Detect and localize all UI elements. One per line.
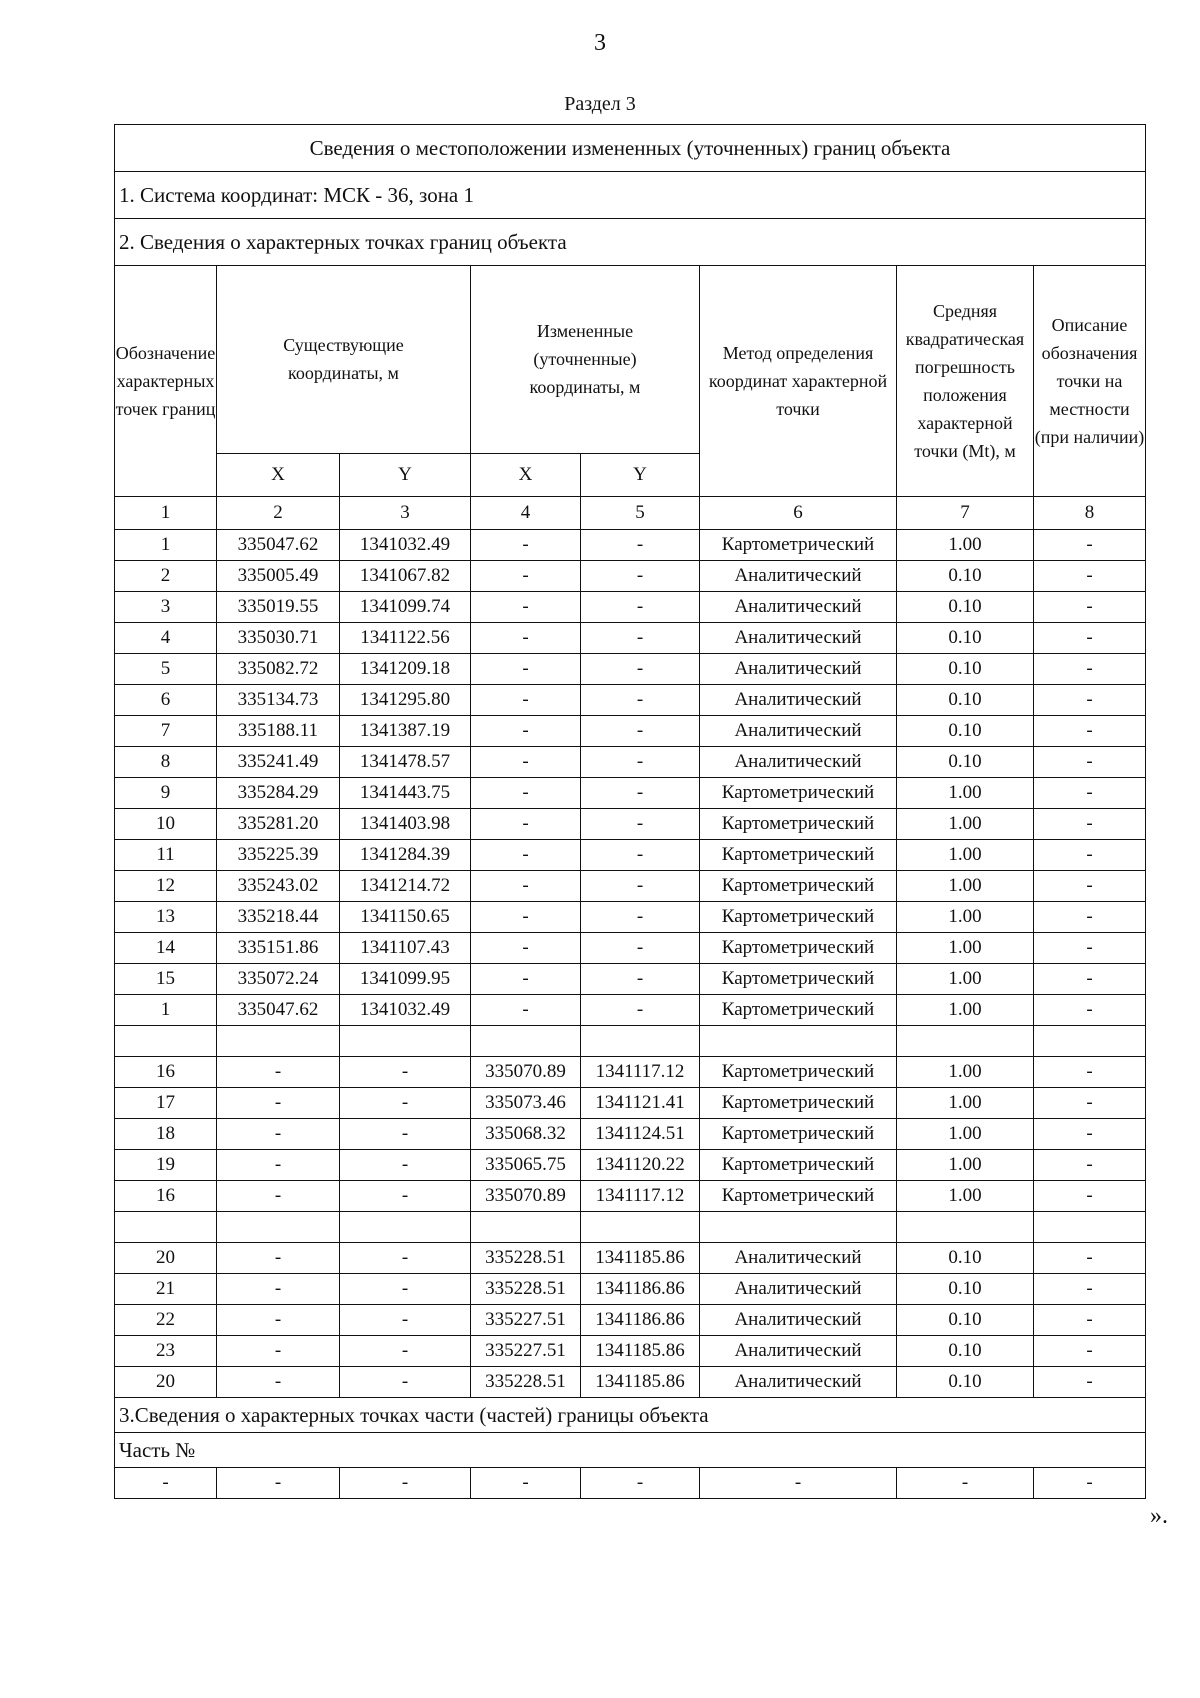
table-cell: 1341186.86 <box>581 1305 700 1336</box>
table-cell: - <box>217 1336 340 1367</box>
table-cell: 1341284.39 <box>340 840 471 871</box>
table-cell: - <box>581 871 700 902</box>
table-cell <box>217 1026 340 1057</box>
table-cell: - <box>1034 1057 1146 1088</box>
table-cell: - <box>1034 840 1146 871</box>
table-cell: 335241.49 <box>217 747 340 778</box>
table-row <box>115 1367 1146 1398</box>
table-cell: - <box>340 1088 471 1119</box>
table-cell: 1.00 <box>897 1088 1034 1119</box>
table-cell: Картометрический <box>700 871 897 902</box>
table-cell: 1341032.49 <box>340 995 471 1026</box>
table-cell: 335228.51 <box>471 1367 581 1398</box>
table-cell: - <box>1034 995 1146 1026</box>
table-cell: 1341032.49 <box>340 530 471 561</box>
table-row <box>115 995 1146 1026</box>
table-cell: 335030.71 <box>217 623 340 654</box>
table-row <box>115 561 1146 592</box>
table-cell: 14 <box>115 933 217 964</box>
table-cell: 1341121.41 <box>581 1088 700 1119</box>
table-cell: 335005.49 <box>217 561 340 592</box>
table-cell: - <box>471 530 581 561</box>
table-cell: - <box>471 654 581 685</box>
table-cell: - <box>581 747 700 778</box>
table-cell: 18 <box>115 1119 217 1150</box>
table-cell: 1341067.82 <box>340 561 471 592</box>
table-cell <box>581 1026 700 1057</box>
table-cell: - <box>1034 1305 1146 1336</box>
table-cell: 4 <box>115 623 217 654</box>
table-row <box>115 747 1146 778</box>
table-cell: 335019.55 <box>217 592 340 623</box>
table-cell: Картометрический <box>700 933 897 964</box>
table-cell: 335070.89 <box>471 1181 581 1212</box>
table-cell: - <box>217 1181 340 1212</box>
table-cell: 335281.20 <box>217 809 340 840</box>
table-cell: 1341122.56 <box>340 623 471 654</box>
table-cell: - <box>1034 809 1146 840</box>
parts-row <box>115 1468 1146 1499</box>
table-row <box>115 1119 1146 1150</box>
table-cell: - <box>1034 933 1146 964</box>
table-cell: - <box>1034 1336 1146 1367</box>
closing-mark: ». <box>1150 1503 1168 1529</box>
table-cell: 1.00 <box>897 933 1034 964</box>
table-cell: - <box>1034 747 1146 778</box>
table-cell: - <box>340 1367 471 1398</box>
table-cell: - <box>471 995 581 1026</box>
table-cell: 1341120.22 <box>581 1150 700 1181</box>
table-cell: - <box>581 995 700 1026</box>
table-cell: 3 <box>115 592 217 623</box>
table-cell: 1341099.74 <box>340 592 471 623</box>
coordinate-system: 1. Система координат: МСК - 36, зона 1 <box>115 172 1146 219</box>
table-cell: 1.00 <box>897 964 1034 995</box>
table-cell: - <box>471 902 581 933</box>
table-cell: 0.10 <box>897 561 1034 592</box>
table-row <box>115 1212 1146 1243</box>
points-heading: 2. Сведения о характерных точках границ объекта <box>115 219 1146 266</box>
table-cell: - <box>471 561 581 592</box>
header-changed: Измененные (уточненные) координаты, м <box>471 266 700 454</box>
table-cell: - <box>1034 530 1146 561</box>
table-cell: 13 <box>115 902 217 933</box>
table-cell: Картометрический <box>700 840 897 871</box>
table-cell: - <box>217 1150 340 1181</box>
table-cell: - <box>581 561 700 592</box>
table-row <box>115 654 1146 685</box>
table-row <box>115 809 1146 840</box>
table-cell: 16 <box>115 1057 217 1088</box>
table-cell: - <box>217 1088 340 1119</box>
table-cell: - <box>340 1181 471 1212</box>
parts-cell: - <box>897 1468 1034 1499</box>
column-number: 8 <box>1034 497 1146 530</box>
table-cell: 335134.73 <box>217 685 340 716</box>
table-cell: 1.00 <box>897 871 1034 902</box>
table-row <box>115 530 1146 561</box>
table-cell: 2 <box>115 561 217 592</box>
table-cell: - <box>471 840 581 871</box>
table-cell: 335047.62 <box>217 995 340 1026</box>
header-existing-x: X <box>217 453 340 496</box>
table-row <box>115 716 1146 747</box>
table-cell: - <box>471 747 581 778</box>
boundary-table <box>114 124 1146 1499</box>
table-cell: - <box>1034 623 1146 654</box>
table-cell: - <box>1034 685 1146 716</box>
column-number: 3 <box>340 497 471 530</box>
table-cell: 20 <box>115 1367 217 1398</box>
table-cell: - <box>581 685 700 716</box>
table-cell: - <box>1034 592 1146 623</box>
table-row <box>115 1150 1146 1181</box>
table-cell: 11 <box>115 840 217 871</box>
table-cell: Аналитический <box>700 747 897 778</box>
table-cell: Аналитический <box>700 716 897 747</box>
table-cell: - <box>340 1243 471 1274</box>
table-cell: 1341117.12 <box>581 1057 700 1088</box>
column-number: 1 <box>115 497 217 530</box>
table-cell: Картометрический <box>700 778 897 809</box>
table-cell: - <box>1034 654 1146 685</box>
column-number: 2 <box>217 497 340 530</box>
table-cell: 335227.51 <box>471 1336 581 1367</box>
table-cell: 1341185.86 <box>581 1367 700 1398</box>
table-row <box>115 1057 1146 1088</box>
table-cell: - <box>1034 964 1146 995</box>
parts-cell: - <box>581 1468 700 1499</box>
table-cell: 12 <box>115 871 217 902</box>
table-cell <box>1034 1212 1146 1243</box>
table-cell: Аналитический <box>700 561 897 592</box>
table-cell: - <box>1034 871 1146 902</box>
table-cell: 0.10 <box>897 685 1034 716</box>
table-cell: - <box>1034 716 1146 747</box>
table-cell: - <box>340 1336 471 1367</box>
table-row <box>115 778 1146 809</box>
table-cell: - <box>471 964 581 995</box>
table-cell: 1.00 <box>897 1057 1034 1088</box>
table-cell: - <box>340 1057 471 1088</box>
table-cell: - <box>340 1150 471 1181</box>
parts-cell: - <box>471 1468 581 1499</box>
table-cell: Аналитический <box>700 1367 897 1398</box>
table-cell: 0.10 <box>897 1243 1034 1274</box>
table-cell <box>1034 1026 1146 1057</box>
table-cell: - <box>581 933 700 964</box>
table-cell: 9 <box>115 778 217 809</box>
table-cell <box>340 1212 471 1243</box>
table-row <box>115 1088 1146 1119</box>
table-cell: 10 <box>115 809 217 840</box>
table-cell: 20 <box>115 1243 217 1274</box>
table-cell: - <box>1034 902 1146 933</box>
header-method: Метод определения координат характерной точки <box>700 266 897 497</box>
table-cell: 1341295.80 <box>340 685 471 716</box>
header-error: Средняя квадратическая погрешность положения характерной точки (Mt), м <box>897 266 1034 497</box>
table-cell: 1.00 <box>897 809 1034 840</box>
table-cell: Картометрический <box>700 1119 897 1150</box>
table-cell: 16 <box>115 1181 217 1212</box>
table-cell <box>471 1026 581 1057</box>
table-cell: Картометрический <box>700 995 897 1026</box>
table-cell: - <box>581 654 700 685</box>
table-cell: 1341403.98 <box>340 809 471 840</box>
table-cell: 1341117.12 <box>581 1181 700 1212</box>
table-cell: 335284.29 <box>217 778 340 809</box>
table-row <box>115 1026 1146 1057</box>
table-cell: 1.00 <box>897 1150 1034 1181</box>
table-cell: - <box>340 1119 471 1150</box>
table-cell: 17 <box>115 1088 217 1119</box>
table-cell: Аналитический <box>700 1274 897 1305</box>
table-cell <box>581 1212 700 1243</box>
table-row <box>115 1305 1146 1336</box>
table-cell <box>700 1026 897 1057</box>
table-cell: 1341124.51 <box>581 1119 700 1150</box>
table-cell: 1 <box>115 995 217 1026</box>
table-cell: - <box>1034 561 1146 592</box>
table-cell: - <box>581 840 700 871</box>
table-cell: Аналитический <box>700 592 897 623</box>
table-cell: - <box>471 809 581 840</box>
table-cell: - <box>1034 1088 1146 1119</box>
table-cell: 335228.51 <box>471 1243 581 1274</box>
table-cell: - <box>1034 1119 1146 1150</box>
table-cell: - <box>471 871 581 902</box>
table-cell: 21 <box>115 1274 217 1305</box>
table-cell <box>340 1026 471 1057</box>
table-cell: Аналитический <box>700 685 897 716</box>
table-cell: - <box>217 1367 340 1398</box>
table-cell: Аналитический <box>700 623 897 654</box>
table-cell: 1341099.95 <box>340 964 471 995</box>
parts-cell: - <box>1034 1468 1146 1499</box>
table-cell: 23 <box>115 1336 217 1367</box>
table-cell: 1341209.18 <box>340 654 471 685</box>
table-cell: 335072.24 <box>217 964 340 995</box>
parts-cell: - <box>115 1468 217 1499</box>
header-changed-y: Y <box>581 453 700 496</box>
column-number-row <box>115 497 1146 530</box>
table-cell <box>115 1026 217 1057</box>
table-cell: 0.10 <box>897 654 1034 685</box>
table-cell: - <box>217 1119 340 1150</box>
parts-heading: 3.Сведения о характерных точках части (частей) границы объекта <box>115 1398 1146 1433</box>
table-cell: - <box>1034 1367 1146 1398</box>
table-cell <box>897 1026 1034 1057</box>
table-row <box>115 1336 1146 1367</box>
table-cell: 1.00 <box>897 995 1034 1026</box>
table-cell: - <box>217 1274 340 1305</box>
table-cell: 335047.62 <box>217 530 340 561</box>
table-cell: - <box>581 623 700 654</box>
table-row <box>115 1274 1146 1305</box>
table-cell: - <box>217 1305 340 1336</box>
table-cell: 0.10 <box>897 1367 1034 1398</box>
table-row <box>115 840 1146 871</box>
table-cell: 15 <box>115 964 217 995</box>
table-cell: - <box>581 964 700 995</box>
table-cell: - <box>471 778 581 809</box>
table-row <box>115 685 1146 716</box>
table-title: Сведения о местоположении измененных (уточненных) границ объекта <box>115 125 1146 172</box>
table-row <box>115 902 1146 933</box>
table-cell: Картометрический <box>700 809 897 840</box>
table-cell: - <box>581 716 700 747</box>
header-existing-y: Y <box>340 453 471 496</box>
table-cell: 335225.39 <box>217 840 340 871</box>
table-row <box>115 1243 1146 1274</box>
table-cell: 335082.72 <box>217 654 340 685</box>
table-row <box>115 933 1146 964</box>
parts-cell: - <box>340 1468 471 1499</box>
table-cell: 0.10 <box>897 747 1034 778</box>
table-cell: - <box>217 1057 340 1088</box>
table-cell: 0.10 <box>897 716 1034 747</box>
table-cell: 22 <box>115 1305 217 1336</box>
table-cell: - <box>581 592 700 623</box>
table-cell: Картометрический <box>700 1181 897 1212</box>
table-cell: - <box>217 1243 340 1274</box>
table-cell: 1341185.86 <box>581 1243 700 1274</box>
part-number-label: Часть № <box>115 1433 1146 1468</box>
table-cell: 7 <box>115 716 217 747</box>
table-row <box>115 592 1146 623</box>
table-cell: 0.10 <box>897 1274 1034 1305</box>
table-cell: 335243.02 <box>217 871 340 902</box>
table-cell: 1341214.72 <box>340 871 471 902</box>
header-changed-x: X <box>471 453 581 496</box>
table-cell: 0.10 <box>897 1336 1034 1367</box>
page-number: 3 <box>594 30 606 56</box>
table-cell: 1341478.57 <box>340 747 471 778</box>
table-cell: 1341150.65 <box>340 902 471 933</box>
header-existing: Существующие координаты, м <box>217 266 471 454</box>
table-cell: - <box>1034 1243 1146 1274</box>
parts-cell: - <box>700 1468 897 1499</box>
table-cell: 1341107.43 <box>340 933 471 964</box>
table-cell <box>217 1212 340 1243</box>
table-cell: - <box>471 716 581 747</box>
table-cell: Аналитический <box>700 1336 897 1367</box>
table-cell: 1341185.86 <box>581 1336 700 1367</box>
table-cell: 19 <box>115 1150 217 1181</box>
table-cell: 1.00 <box>897 840 1034 871</box>
table-cell <box>897 1212 1034 1243</box>
table-row <box>115 964 1146 995</box>
table-cell: 1341387.19 <box>340 716 471 747</box>
table-cell: Картометрический <box>700 902 897 933</box>
table-cell: Картометрический <box>700 964 897 995</box>
table-cell: 335065.75 <box>471 1150 581 1181</box>
table-cell: - <box>581 809 700 840</box>
parts-cell: - <box>217 1468 340 1499</box>
table-cell: 0.10 <box>897 592 1034 623</box>
table-cell: 1.00 <box>897 1181 1034 1212</box>
table-cell: 1.00 <box>897 902 1034 933</box>
table-cell: Картометрический <box>700 1057 897 1088</box>
table-row <box>115 871 1146 902</box>
table-cell: 6 <box>115 685 217 716</box>
table-cell: 1341186.86 <box>581 1274 700 1305</box>
table-cell: - <box>471 933 581 964</box>
column-number: 5 <box>581 497 700 530</box>
table-cell: 0.10 <box>897 1305 1034 1336</box>
table-cell: Аналитический <box>700 1305 897 1336</box>
header-designation: Обозначение характерных точек границ <box>115 266 217 497</box>
table-cell: Картометрический <box>700 1150 897 1181</box>
table-cell: - <box>340 1274 471 1305</box>
table-cell <box>700 1212 897 1243</box>
column-number: 4 <box>471 497 581 530</box>
table-cell: - <box>471 592 581 623</box>
table-cell: 1.00 <box>897 530 1034 561</box>
table-cell: - <box>340 1305 471 1336</box>
table-cell: - <box>581 778 700 809</box>
table-cell: - <box>1034 778 1146 809</box>
table-cell: Аналитический <box>700 1243 897 1274</box>
section-title: Раздел 3 <box>564 93 636 115</box>
table-cell <box>115 1212 217 1243</box>
table-cell: 1.00 <box>897 1119 1034 1150</box>
table-cell: 335151.86 <box>217 933 340 964</box>
table-cell: 335218.44 <box>217 902 340 933</box>
table-row <box>115 1181 1146 1212</box>
table-cell: 335188.11 <box>217 716 340 747</box>
column-number: 7 <box>897 497 1034 530</box>
table-cell: 1341443.75 <box>340 778 471 809</box>
table-cell: - <box>471 685 581 716</box>
table-cell: - <box>1034 1181 1146 1212</box>
table-cell: 335070.89 <box>471 1057 581 1088</box>
table-cell: Картометрический <box>700 530 897 561</box>
table-cell: 335228.51 <box>471 1274 581 1305</box>
header-description: Описание обозначения точки на местности (при наличии) <box>1034 266 1146 497</box>
table-cell: 335227.51 <box>471 1305 581 1336</box>
table-cell: - <box>581 902 700 933</box>
column-number: 6 <box>700 497 897 530</box>
table-cell: Аналитический <box>700 654 897 685</box>
table-cell: 1.00 <box>897 778 1034 809</box>
table-cell: - <box>1034 1150 1146 1181</box>
table-cell: 335073.46 <box>471 1088 581 1119</box>
table-cell: 335068.32 <box>471 1119 581 1150</box>
table-cell: - <box>471 623 581 654</box>
table-cell: 0.10 <box>897 623 1034 654</box>
table-cell: Картометрический <box>700 1088 897 1119</box>
table-row <box>115 623 1146 654</box>
table-cell: - <box>581 530 700 561</box>
table-cell: - <box>1034 1274 1146 1305</box>
table-cell: 8 <box>115 747 217 778</box>
table-cell: 1 <box>115 530 217 561</box>
table-cell: 5 <box>115 654 217 685</box>
table-cell <box>471 1212 581 1243</box>
